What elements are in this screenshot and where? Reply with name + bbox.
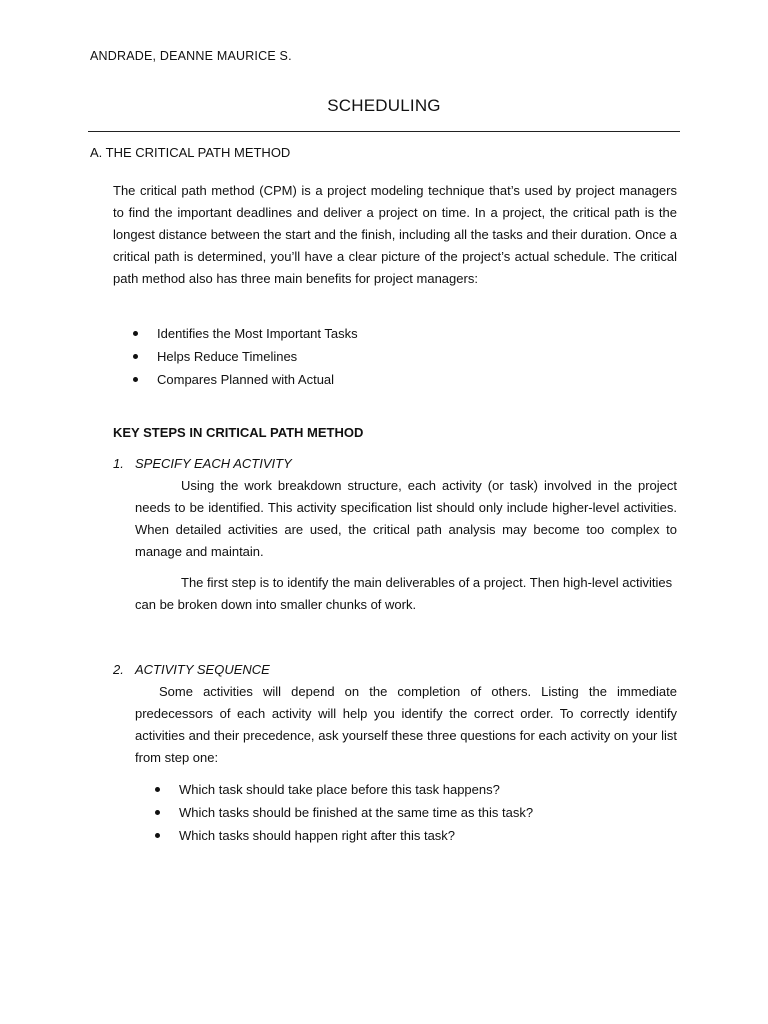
section-heading: A. THE CRITICAL PATH METHOD — [90, 145, 291, 160]
bullet-icon — [133, 354, 138, 359]
list-item-text: Identifies the Most Important Tasks — [157, 326, 358, 341]
step-1-paragraph-2: The first step is to identify the main deliverables of a project. Then high-level activities can be broken down into smaller chunks of work. — [135, 575, 673, 612]
bullet-icon — [155, 833, 160, 838]
step-number: 2. — [113, 662, 124, 677]
list-item-text: Which task should take place before this task happens? — [179, 782, 500, 797]
list-item-text: Compares Planned with Actual — [157, 372, 335, 387]
list-item-text: Helps Reduce Timelines — [157, 349, 298, 364]
document-title: SCHEDULING — [327, 96, 441, 115]
list-item-text: Which tasks should happen right after this task? — [179, 828, 456, 843]
step-1-title — [113, 456, 292, 471]
step-number: 1. — [113, 456, 124, 471]
benefits-list — [113, 322, 673, 391]
list-item — [113, 322, 673, 345]
key-steps-heading: KEY STEPS IN CRITICAL PATH METHOD — [113, 425, 364, 440]
list-item — [113, 368, 673, 391]
title-divider — [88, 131, 680, 132]
step-title-text: ACTIVITY SEQUENCE — [135, 662, 270, 677]
list-item — [135, 778, 675, 801]
bullet-icon — [133, 331, 138, 336]
author-name: ANDRADE, DEANNE MAURICE S. — [90, 49, 292, 63]
step-2-paragraph-1: Some activities will depend on the completion of others. Listing the immediate predecessors of each activity will help you identify the correct order. To correctly identify activities and their precedence, ask yourself these three questions for each activity on your list from step one: — [135, 684, 677, 765]
step-title-text: SPECIFY EACH ACTIVITY — [135, 456, 292, 471]
intro-paragraph: The critical path method (CPM) is a project modeling technique that’s used by project managers to find the important deadlines and deliver a project on time. In a project, the critical path is the longest distance between the start and the finish, including all the tasks and their duration. Once a critical path is determined, you’ll have a clear picture of the project’s actual schedule. The critical path method also has three main benefits for project managers: — [113, 183, 677, 286]
bullet-icon — [133, 377, 138, 382]
list-item — [135, 824, 675, 847]
step-2-title — [113, 662, 270, 677]
step-1-paragraph-1: Using the work breakdown structure, each activity (or task) involved in the project needs to be identified. This activity specification list should only include higher-level activities. When detailed activities are used, the critical path analysis may become too complex to manage and maintain. — [135, 478, 677, 559]
bullet-icon — [155, 787, 160, 792]
list-item — [113, 345, 673, 368]
questions-list — [135, 778, 675, 847]
bullet-icon — [155, 810, 160, 815]
list-item — [135, 801, 675, 824]
list-item-text: Which tasks should be finished at the same time as this task? — [179, 805, 534, 820]
